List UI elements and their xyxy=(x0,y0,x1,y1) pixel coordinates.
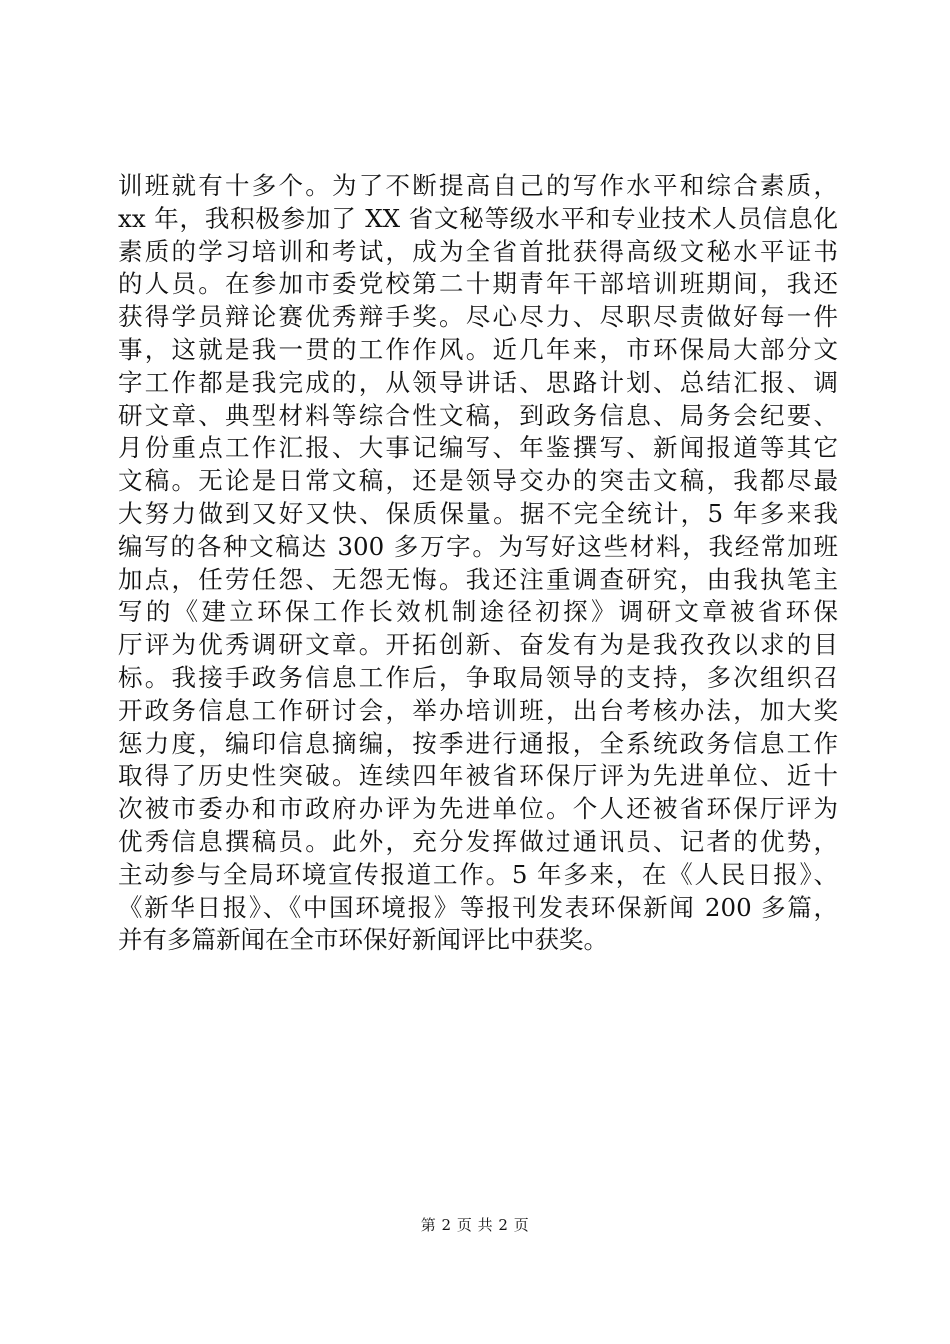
text-line: 加点，任劳任怨、无怨无悔。我还注重调查研究，由我执笔主 xyxy=(118,564,838,594)
text-line: 优秀信息撰稿员。此外，充分发挥做过通讯员、记者的优势， xyxy=(118,826,838,856)
text-line: 大努力做到又好又快、保质保量。据不完全统计，5 年多来我 xyxy=(118,498,838,528)
text-line: 厅评为优秀调研文章。开拓创新、奋发有为是我孜孜以求的目 xyxy=(118,630,838,660)
text-line: 开政务信息工作研讨会，举办培训班，出台考核办法，加大奖 xyxy=(118,695,838,725)
text-line: xx 年，我积极参加了 XX 省文秘等级水平和专业技术人员信息化 xyxy=(118,203,838,233)
page-number-footer: 第 2 页 共 2 页 xyxy=(420,1216,530,1234)
text-line: 文稿。无论是日常文稿，还是领导交办的突击文稿，我都尽最 xyxy=(118,466,838,496)
text-line: 字工作都是我完成的，从领导讲话、思路计划、总结汇报、调 xyxy=(118,367,838,397)
text-line: 的人员。在参加市委党校第二十期青年干部培训班期间，我还 xyxy=(118,269,838,299)
text-line: 编写的各种文稿达 300 多万字。为写好这些材料，我经常加班 xyxy=(118,531,838,561)
text-line: 研文章、典型材料等综合性文稿，到政务信息、局务会纪要、 xyxy=(118,400,838,430)
text-line: 月份重点工作汇报、大事记编写、年鉴撰写、新闻报道等其它 xyxy=(118,433,838,463)
body-text xyxy=(118,170,838,957)
text-line: 写的《建立环保工作长效机制途径初探》调研文章被省环保 xyxy=(118,597,838,627)
text-line: 《新华日报》、《中国环境报》等报刊发表环保新闻 200 多篇， xyxy=(118,892,838,922)
text-line: 主动参与全局环境宣传报道工作。5 年多来，在《人民日报》、 xyxy=(118,859,838,889)
text-line: 素质的学习培训和考试，成为全省首批获得高级文秘水平证书 xyxy=(118,236,838,266)
text-line: 训班就有十多个。为了不断提高自己的写作水平和综合素质， xyxy=(118,171,838,200)
text-line: 取得了历史性突破。连续四年被省环保厅评为先进单位、近十 xyxy=(118,761,838,791)
text-line: 事，这就是我一贯的工作作风。近几年来，市环保局大部分文 xyxy=(118,334,838,364)
text-line: 标。我接手政务信息工作后，争取局领导的支持，多次组织召 xyxy=(118,662,838,692)
text-line: 并有多篇新闻在全市环保好新闻评比中获奖。 xyxy=(118,925,608,955)
text-line: 惩力度，编印信息摘编，按季进行通报，全系统政务信息工作 xyxy=(118,728,838,758)
text-line: 获得学员辩论赛优秀辩手奖。尽心尽力、尽职尽责做好每一件 xyxy=(118,302,838,332)
text-line: 次被市委办和市政府办评为先进单位。个人还被省环保厅评为 xyxy=(118,794,838,824)
